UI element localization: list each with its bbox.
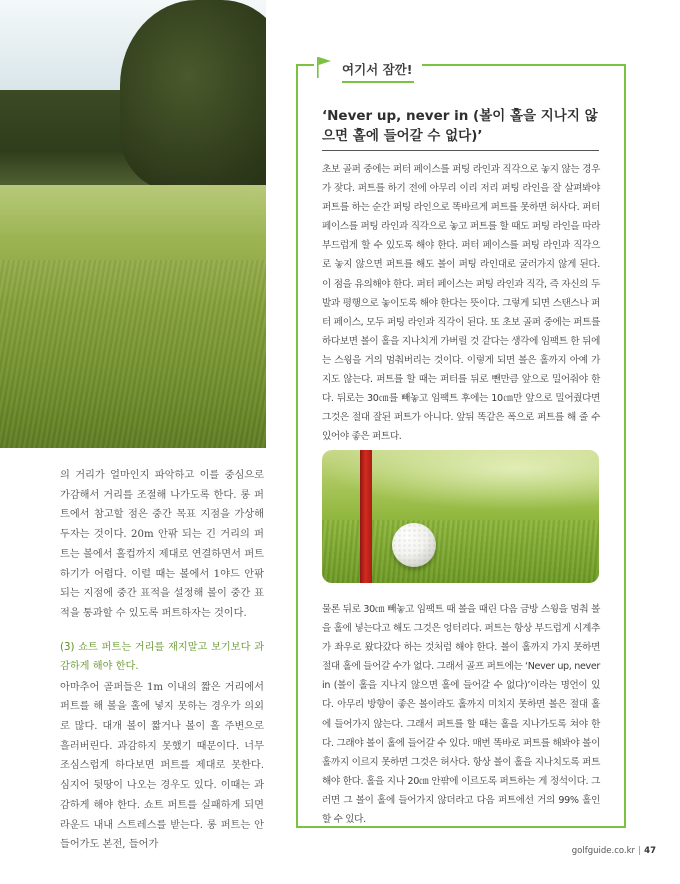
- sidebar-tab-title: 여기서 잠깐!: [342, 62, 413, 77]
- page-footer: [572, 846, 656, 856]
- photo-tree: [120, 0, 266, 190]
- sidebar-title-rule: [322, 150, 599, 151]
- left-paragraph-1: 의 거리가 얼마인지 파악하고 이를 중심으로 가감해서 거리를 조절해 나가도록 한다. 롱 퍼트에서 참고할 점은 중간 목표 지점을 가상해두자는 것이다. 20m 안팎 되는 긴 거리의 퍼트는 볼에서 홀컵까지 제대로 연결하면서 퍼트하기가 어렵다. 이럴 때는 볼에서 1야드 안팎되는 지점에 중간 표적을 설정해 볼이 중간 표적을 통과할 수 있도록 퍼트하자는 것이다.: [60, 470, 264, 619]
- sidebar-tab: [314, 56, 422, 82]
- sidebar-body-2: 물론 뒤로 30㎝ 빼놓고 임팩트 때 볼을 때린 다음 금방 스윙을 멈춰 볼을 홀에 넣는다고 해도 그것은 엉터리다. 퍼트는 항상 부드럽게 시계추가 좌우로 왔다갔다 하는 것처럼 해야 한다. 볼이 홀까지 가지 못하면 절대 홀에 들어갈 수가 없다. 그래서 골프 퍼트에는 ‘Never up, never in (볼이 홀을 지나지 않으면 홀에 들어갈 수 없다)’이라는 명언이 있다. 아무리 방향이 좋은 볼이라도 홀까지 미치지 못하면 볼은 절대 홀에 들어가지 않는다. 그래서 퍼트를 할 때는 홀을 지나가도록 쳐야 한다. 그래야 볼이 홀에 들어갈 수 있다. 매번 똑바로 퍼트를 해봐야 볼이 홀까지 이르지 못하면 그것은 허사다. 항상 볼이 홀을 지나치도록 퍼트해야 한다. 홀을 지나 20㎝ 안팎에 이르도록 퍼트하는 게 정석이다. 그러면 그 볼이 홀에 들어가지 않더라고 다음 퍼트에선 거의 99% 홀인할 수 있다.: [322, 604, 600, 826]
- golf-ball-dimples: [392, 523, 436, 567]
- footer-url: golfguide.co.kr: [571, 846, 636, 856]
- section-subhead: (3) 쇼트 퍼트는 거리를 재지말고 보기보다 과감하게 해야 한다.: [60, 641, 264, 672]
- golf-ball-photo: [322, 450, 599, 583]
- photo-grass-texture: [0, 260, 266, 448]
- left-column: [60, 466, 264, 855]
- footer-separator: |: [638, 846, 642, 856]
- flagstick: [360, 450, 372, 583]
- left-paragraph-2: 아마추어 골퍼들은 1m 이내의 짧은 거리에서 퍼트를 해 볼을 홀에 넣지 못하는 경우가 의외로 많다. 대개 볼이 짧거나 볼이 홀 주변으로 흘러버린다. 과감하지 못했기 때문이다. 너무 조심스럽게 하다보면 퍼트를 제대로 못한다. 심지어 뒷땅이 나오는 경우도 있다. 이때는 과감하게 해야 한다. 쇼트 퍼트를 실패하게 되면 라운드 내내 스트레스를 받는다. 롱 퍼트는 안 들어가도 본전, 들어가: [60, 681, 264, 851]
- flag-icon: [316, 56, 332, 78]
- golf-ball: [392, 523, 436, 567]
- sidebar-title: ‘Never up, never in (볼이 홀을 지나지 않으면 홀에 들어갈 수 없다)’: [322, 108, 598, 144]
- sidebar-body-1: 초보 골퍼 중에는 퍼터 페이스를 퍼팅 라인과 직각으로 놓지 않는 경우가 잦다. 퍼트를 하기 전에 아무리 이리 저리 퍼팅 라인을 잘 살펴봐야 퍼트를 하는 순간 퍼팅 라인으로 똑바르게 퍼트를 못하면 허사다. 퍼터 페이스를 퍼팅 라인과 직각으로 놓고 퍼트를 할 때도 퍼팅 라인을 따라 부드럽게 할 수 있도록 해야 한다. 퍼터 페이스를 퍼팅 라인과 직각으로 놓지 않으면 퍼트를 해도 볼이 퍼팅 라인대로 굴러가지 않게 된다. 이 점을 유의해야 한다. 퍼터 페이스는 퍼팅 라인과 직각, 즉 자신의 두 발과 평행으로 놓이도록 해야 한다는 뜻이다. 그렇게 되면 스탠스나 퍼터 페이스, 모두 퍼팅 라인과 직각이 된다. 또 초보 골퍼 중에는 퍼트를 하다보면 볼이 홀을 지나치게 가버릴 것 같다는 생각에 임팩트 한 뒤에는 스윙을 거의 멈춰버리는 것이다. 이렇게 되면 볼은 홀까지 아예 가지도 않는다. 퍼트를 할 때는 퍼터를 뒤로 뺀만큼 앞으로 밀어줘야 한다. 뒤로는 30㎝를 빼놓고 임팩트 후에는 10㎝만 앞으로 밀어줬다면 그것은 절대 잘된 퍼트가 아니다. 앞뒤 똑같은 폭으로 퍼트를 해 줄 수 있어야 좋은 퍼트다.: [322, 164, 600, 443]
- page-number: 47: [644, 846, 656, 856]
- fairway-photo: [0, 0, 266, 448]
